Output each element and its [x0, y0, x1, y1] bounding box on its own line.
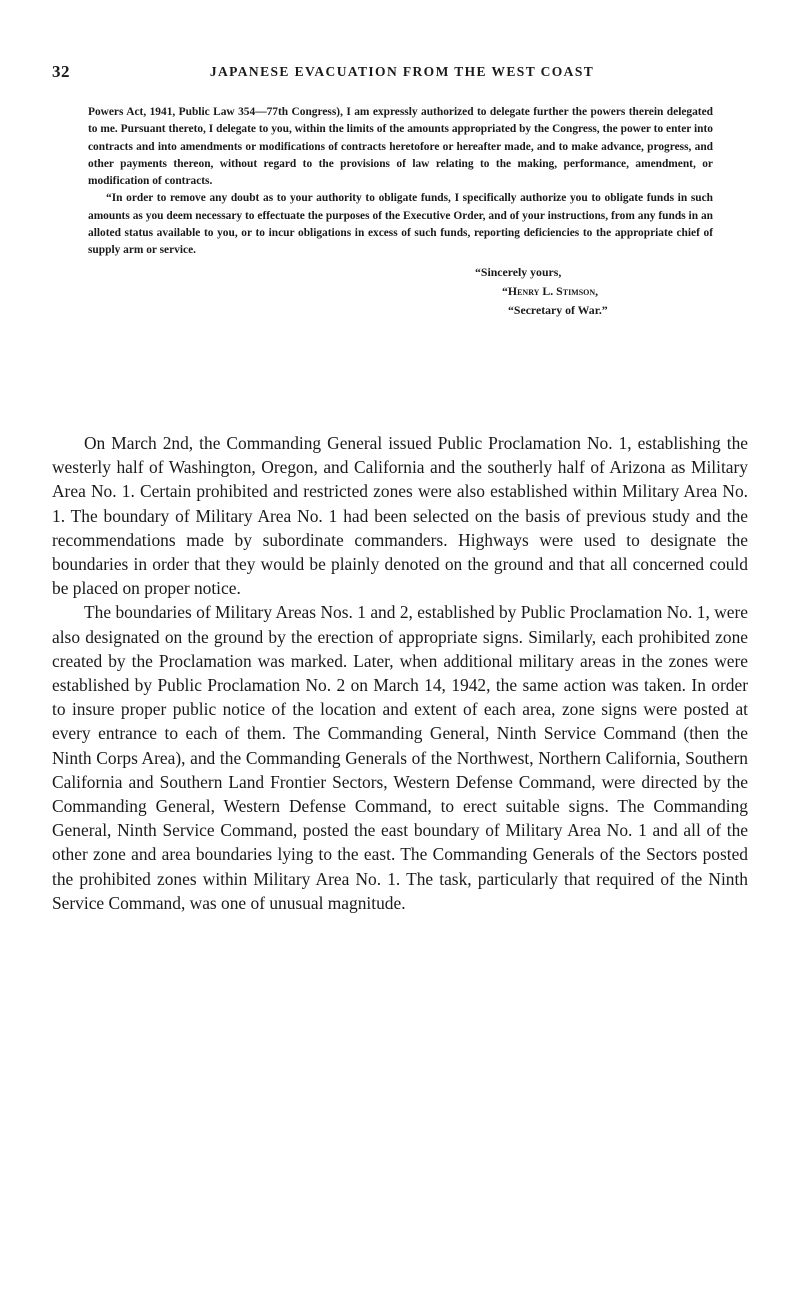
main-text — [52, 431, 748, 915]
letter-closing — [88, 263, 713, 320]
body-paragraph-1: On March 2nd, the Commanding General issued Public Proclamation No. 1, establishing the westerly half of Washington, Oregon, and California and the southerly half of Arizona as Military Area No. 1. Certain prohibited and restricted zones were also established within Military Area No. 1. The boundary of Military Area No. 1 had been selected on the basis of previous study and the recommendations made by subordinate commanders. Highways were used to designate the boundaries in order that they would be plainly denoted on the ground and that all concerned could be placed on proper notice. — [52, 433, 748, 599]
letter-salutation: “Sincerely yours, — [475, 264, 562, 279]
letter-signature-title: “Secretary of War.” — [508, 302, 608, 317]
running-title: JAPANESE EVACUATION FROM THE WEST COAST — [209, 64, 595, 79]
running-header — [52, 62, 752, 86]
letter-signature: “Henry L. Stimson, — [502, 283, 599, 298]
letter-paragraph-1: Powers Act, 1941, Public Law 354—77th Congress), I am expressly authorized to delegate further the powers therein delegated to me. Pursuant thereto, I delegate to you, within the limits of the amounts appropriated by the Congress, the power to enter into contracts and into amendments or modifications of contracts heretofore or hereafter made, and to make advance, progress, and other payments thereon, without regard to the provisions of law relating to the making, performance, amendment, or modification of contracts. — [88, 106, 713, 188]
quoted-letter — [88, 104, 713, 320]
letter-paragraph-2: “In order to remove any doubt as to your authority to obligate funds, I specifically authorize you to obligate funds in such amounts as you deem necessary to effectuate the purposes of the Executive Order, and of your instructions, from any funds in an alloted status available to you, or to incur obligations in excess of such funds, reporting deficiencies to the appropriate chief of supply arm or service. — [88, 192, 713, 257]
page-number: 32 — [52, 62, 70, 81]
body-paragraph-2: The boundaries of Military Areas Nos. 1 and 2, established by Public Proclamation No. 1, were also designated on the ground by the erection of appropriate signs. Similarly, each prohibited zone created by the Proclamation was marked. Later, when additional military areas in the zones were established by Public Proclamation No. 2 on March 14, 1942, the same action was taken. In order to insure proper public notice of the location and extent of each area, zone signs were posted at every entrance to each of them. The Commanding General, Ninth Service Command (then the Ninth Corps Area), and the Commanding Generals of the Northwest, Northern California, Southern California and Southern Land Frontier Sectors, Western Defense Command, were directed by the Commanding General, Western Defense Command, to erect suitable signs. The Commanding General, Ninth Service Command, posted the east boundary of Military Area No. 1 and all of the other zone and area boundaries lying to the east. The Commanding Generals of the Sectors posted the prohibited zones within Military Area No. 1. The task, particularly that required of the Ninth Service Command, was one of unusual magnitude. — [52, 602, 748, 913]
